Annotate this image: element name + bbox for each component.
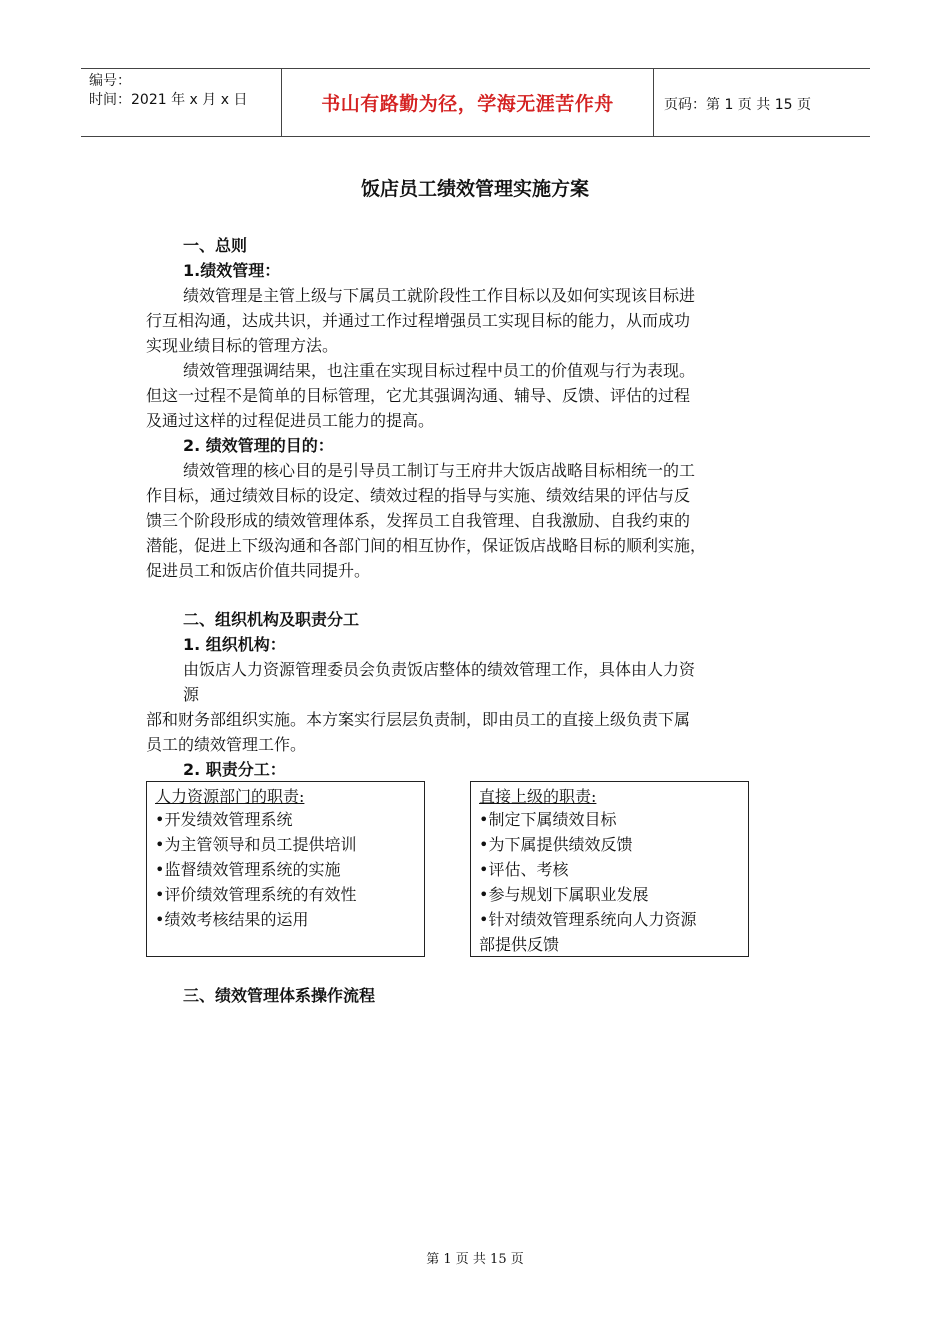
paragraph-line: 绩效管理是主管上级与下属员工就阶段性工作目标以及如何实现该目标进	[183, 286, 696, 305]
subsection-heading: 2. 绩效管理的目的：	[183, 436, 334, 455]
section-heading: 二、组织机构及职责分工	[183, 610, 360, 629]
list-item: •为主管领导和员工提供培训	[155, 835, 357, 854]
paragraph-line: 及通过这样的过程促进员工能力的提高。	[146, 411, 435, 430]
supervisor-responsibilities-box	[470, 781, 749, 957]
paragraph-line: 行互相沟通，达成共识，并通过工作过程增强员工实现目标的能力，从而成功	[146, 311, 691, 330]
list-item: •绩效考核结果的运用	[155, 910, 309, 929]
page-header	[81, 68, 870, 137]
paragraph-line: 实现业绩目标的管理方法。	[146, 336, 339, 355]
page-footer: 第 1 页 共 15 页	[426, 1252, 524, 1267]
list-item: •制定下属绩效目标	[479, 810, 617, 829]
subsection-heading: 1.绩效管理：	[183, 261, 281, 280]
section-heading: 三、绩效管理体系操作流程	[183, 986, 376, 1005]
document-title: 饭店员工绩效管理实施方案	[360, 178, 589, 200]
paragraph-line: 部和财务部组织实施。本方案实行层层负责制，即由员工的直接上级负责下属	[146, 710, 691, 729]
list-item: •为下属提供绩效反馈	[479, 835, 633, 854]
list-item: •开发绩效管理系统	[155, 810, 293, 829]
paragraph-line: 但这一过程不是简单的目标管理，它尤其强调沟通、辅导、反馈、评估的过程	[146, 386, 691, 405]
header-motto: 书山有路勤为径，学海无涯苦作舟	[321, 93, 614, 115]
list-item: •参与规划下属职业发展	[479, 885, 649, 904]
hr-responsibilities-box	[146, 781, 425, 957]
paragraph-line: 作目标，通过绩效目标的设定、绩效过程的指导与实施、绩效结果的评估与反	[146, 486, 691, 505]
header-page-info: 页码：第 1 页 共 15 页	[664, 97, 811, 113]
list-item: •监督绩效管理系统的实施	[155, 860, 341, 879]
subsection-heading: 2. 职责分工：	[183, 760, 286, 779]
doc-time-label: 时间：2021 年 x 月 x 日	[89, 92, 248, 108]
doc-number-label: 编号：	[89, 73, 131, 89]
paragraph-line: 馈三个阶段形成的绩效管理体系，发挥员工自我管理、自我激励、自我约束的	[146, 511, 691, 530]
box-title: 直接上级的职责:	[479, 787, 597, 806]
header-divider	[653, 69, 654, 136]
header-meta	[89, 72, 279, 110]
paragraph-line: 绩效管理的核心目的是引导员工制订与王府井大饭店战略目标相统一的工	[183, 461, 696, 480]
subsection-heading: 1. 组织机构：	[183, 635, 286, 654]
box-title: 人力资源部门的职责:	[155, 787, 305, 806]
paragraph-line: 绩效管理强调结果，也注重在实现目标过程中员工的价值观与行为表现。	[183, 361, 696, 380]
paragraph-line: 潜能，促进上下级沟通和各部门间的相互协作，保证饭店战略目标的顺利实施，	[146, 536, 707, 555]
list-item: •针对绩效管理系统向人力资源	[479, 910, 697, 929]
paragraph-line: 源	[183, 685, 200, 704]
list-item: 部提供反馈	[479, 935, 560, 954]
paragraph-line: 促进员工和饭店价值共同提升。	[146, 561, 371, 580]
list-item: •评估、考核	[479, 860, 569, 879]
paragraph-line: 员工的绩效管理工作。	[146, 735, 307, 754]
list-item: •评价绩效管理系统的有效性	[155, 885, 357, 904]
paragraph-line: 由饭店人力资源管理委员会负责饭店整体的绩效管理工作，具体由人力资	[183, 660, 696, 679]
section-heading: 一、总则	[183, 236, 248, 255]
